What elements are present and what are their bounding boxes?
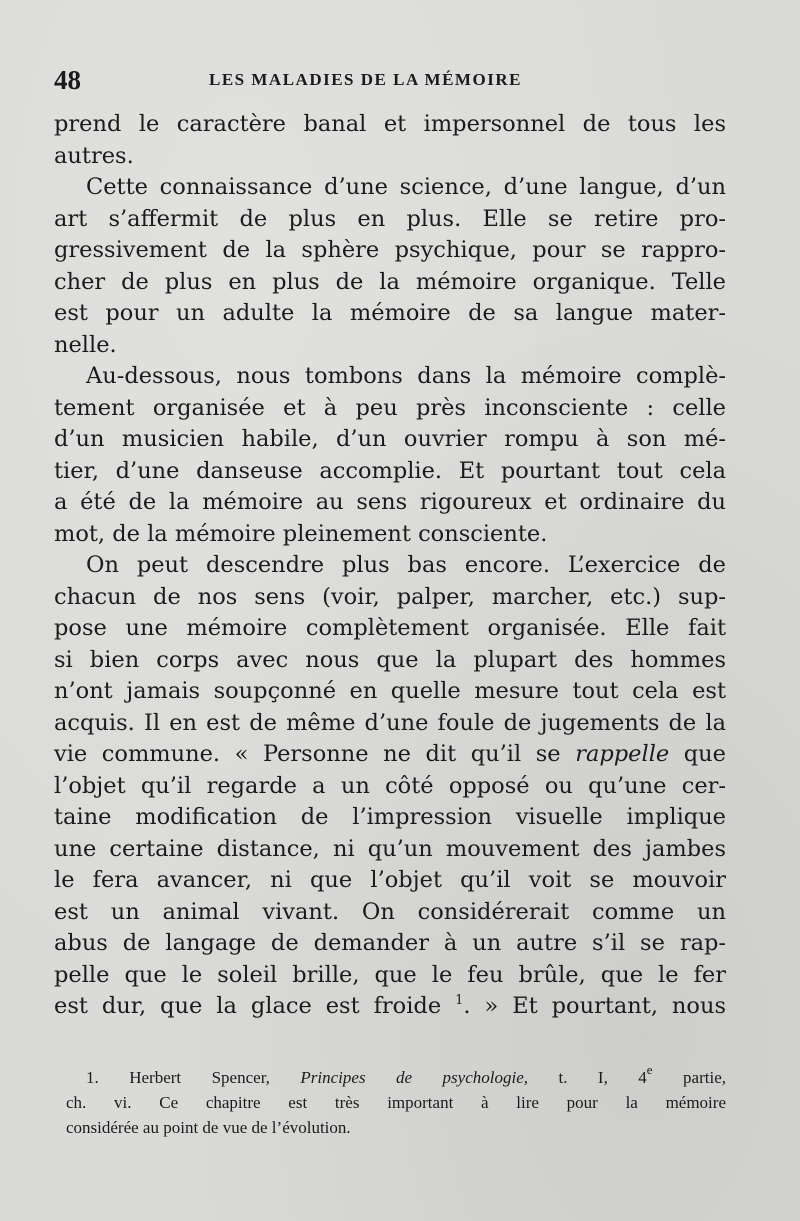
text-line: taine modification de l’impression visuelle implique <box>54 804 726 830</box>
body-text <box>54 109 726 1023</box>
footnote-text: partie, <box>652 1068 726 1087</box>
text-line: autres. <box>54 142 134 169</box>
text-line: gressivement de la sphère psychique, pour se rappro- <box>54 237 726 263</box>
footnote-line <box>66 1062 726 1090</box>
text-line: pelle que le soleil brille, que le feu brûle, que le fer <box>54 961 726 988</box>
text-segment: . » Et pourtant, nous <box>463 993 726 1019</box>
footnote-number: 1. <box>86 1068 99 1087</box>
footnote-superscript: e <box>646 1062 653 1077</box>
page-number: 48 <box>54 65 81 95</box>
text-line-with-note-ref <box>54 991 726 1023</box>
footnote-text: Herbert Spencer, <box>98 1068 301 1087</box>
text-line: art s’affermit de plus en plus. Elle se retire pro- <box>54 205 726 232</box>
footnote-book-title: Principes de psychologie <box>300 1068 524 1087</box>
footnote <box>66 1062 726 1140</box>
footnote-line: considérée au point de vue de l’évolution. <box>66 1118 351 1137</box>
paragraph-start-line: Au-dessous, nous tombons dans la mémoire complè- <box>86 363 726 389</box>
text-line: tier, d’une danseuse accomplie. Et pourtant tout cela <box>54 457 726 484</box>
text-line: prend le caractère banal et impersonnel de tous les <box>54 111 726 137</box>
footnote-text: , t. I, 4 <box>523 1068 647 1087</box>
text-line: nelle. <box>54 331 117 358</box>
running-title: LES MALADIES DE LA MÉMOIRE <box>209 70 522 89</box>
text-line: le fera avancer, ni que l’objet qu’il voit se mouvoir <box>54 867 726 893</box>
text-line: d’un musicien habile, d’un ouvrier rompu à son mé- <box>54 426 726 452</box>
text-line: si bien corps avec nous que la plupart des hommes <box>54 646 726 673</box>
footnote-line: ch. vi. Ce chapitre est très important à lire pour la mémoire <box>66 1093 726 1112</box>
text-line: mot, de la mémoire pleinement consciente. <box>54 520 548 547</box>
footnote-reference: 1 <box>455 993 464 1008</box>
text-line: pose une mémoire complètement organisée. Elle fait <box>54 615 726 641</box>
text-line: a été de la mémoire au sens rigoureux et ordinaire du <box>54 489 726 515</box>
emphasis-word: rappelle <box>575 741 670 767</box>
text-line: cher de plus en plus de la mémoire organique. Telle <box>54 268 726 295</box>
paragraph-start-line: Cette connaissance d’une science, d’une langue, d’un <box>86 174 726 200</box>
text-line: abus de langage de demander à un autre s’il se rap- <box>54 930 726 956</box>
text-segment: que <box>669 741 726 767</box>
text-line: acquis. Il en est de même d’une foule de jugements de la <box>54 709 726 736</box>
text-segment: vie commune. « Personne ne dit qu’il se <box>54 741 561 767</box>
text-line: tement organisée et à peu près inconsciente : celle <box>54 394 726 421</box>
text-line: est un animal vivant. On considérerait comme un <box>54 898 726 925</box>
text-line: chacun de nos sens (voir, palper, marcher, etc.) sup- <box>54 583 726 610</box>
page-header <box>54 62 726 98</box>
text-line: une certaine distance, ni qu’un mouvement des jambes <box>54 835 726 862</box>
text-line: n’ont jamais soupçonné en quelle mesure tout cela est <box>54 678 726 704</box>
text-segment: est dur, que la glace est froide <box>54 993 442 1019</box>
text-line-with-emphasis <box>54 739 726 771</box>
paragraph-start-line: On peut descendre plus bas encore. L’exercice de <box>86 552 726 578</box>
text-line: est pour un adulte la mémoire de sa langue mater- <box>54 300 726 326</box>
text-line: l’objet qu’il regarde a un côté opposé ou qu’une cer- <box>54 772 726 799</box>
